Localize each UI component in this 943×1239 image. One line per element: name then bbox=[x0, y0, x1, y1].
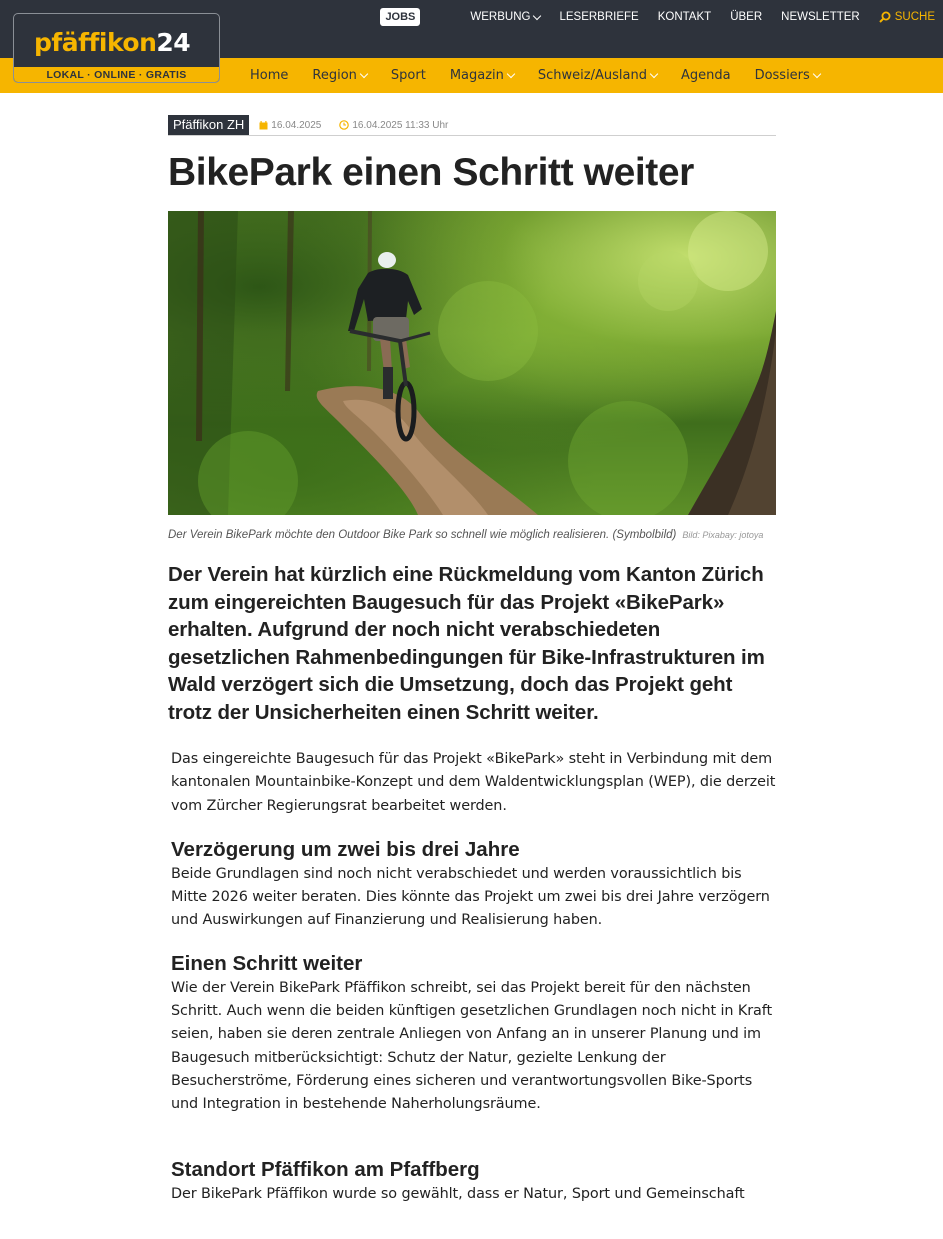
chevron-down-icon bbox=[650, 70, 658, 78]
image-credit: Bild: Pixabay: jotoya bbox=[682, 530, 764, 540]
logo-number: 24 bbox=[156, 28, 191, 57]
chevron-down-icon bbox=[813, 70, 821, 78]
top-nav-label: NEWSLETTER bbox=[781, 11, 860, 23]
updated-date bbox=[339, 120, 448, 131]
image-caption-text: Der Verein BikePark möchte den Outdoor Bike Park so schnell wie möglich realisieren. (Symbolbild) bbox=[168, 529, 677, 541]
updated-date-text: 16.04.2025 11:33 Uhr bbox=[352, 119, 449, 131]
top-nav-label: WERBUNG bbox=[470, 11, 531, 23]
logo-word: pfäffikon bbox=[34, 28, 157, 57]
main-nav-label: Dossiers bbox=[754, 68, 810, 83]
main-nav-agenda[interactable] bbox=[681, 68, 731, 83]
top-nav-kontakt[interactable] bbox=[658, 11, 711, 23]
top-nav-label: LESERBRIEFE bbox=[559, 11, 639, 23]
logo-wordmark bbox=[34, 28, 190, 57]
main-nav-label: Region bbox=[312, 68, 357, 83]
article-body bbox=[168, 748, 776, 1206]
article-title: BikePark einen Schritt weiter bbox=[168, 151, 694, 194]
search-label: SUCHE bbox=[894, 11, 935, 23]
main-nav-magazin[interactable] bbox=[450, 68, 514, 83]
main-nav-label: Schweiz/Ausland bbox=[537, 68, 647, 83]
hero-image bbox=[168, 211, 776, 515]
category-badge[interactable]: Pfäffikon ZH bbox=[168, 115, 249, 135]
top-nav-newsletter[interactable] bbox=[781, 11, 860, 23]
top-nav-leserbriefe[interactable] bbox=[559, 11, 638, 23]
intro-paragraph: Das eingereichte Baugesuch für das Projekt «BikePark» steht in Verbindung mit dem kantonalen Mountainbike-Konzept und dem Waldentwicklungsplan (WEP), die derzeit vom Zürcher Regierungsrat bearbeitet werden. bbox=[171, 751, 776, 814]
top-nav-werbung[interactable] bbox=[470, 11, 540, 23]
section-paragraph: Der BikePark Pfäffikon wurde so gewählt, dass er Natur, Sport und Gemeinschaft bbox=[171, 1185, 745, 1202]
top-nav bbox=[380, 8, 935, 26]
main-nav-label: Magazin bbox=[449, 68, 504, 83]
clock-icon bbox=[339, 120, 349, 130]
search-button[interactable] bbox=[879, 11, 935, 23]
calendar-icon bbox=[259, 121, 268, 130]
article bbox=[168, 115, 776, 1206]
search-icon bbox=[879, 11, 891, 23]
section-heading: Standort Pfäffikon am Pfaffberg bbox=[171, 1157, 480, 1181]
main-nav-label: Home bbox=[250, 68, 289, 83]
top-nav-label: ÜBER bbox=[730, 11, 763, 23]
publish-date bbox=[259, 120, 321, 131]
image-caption bbox=[168, 527, 776, 544]
article-lead: Der Verein hat kürzlich eine Rückmeldung vom Kanton Zürich zum eingereichten Baugesuch für das Projekt «BikePark» erhalten. Aufgrund der noch nicht verabschiedeten gesetzlichen Rahmenbedingungen für Bike-Infrastrukturen im Wald verzögert sich die Umsetzung, doch das Projekt geht trotz der Unsicherheiten einen Schritt weiter. bbox=[168, 563, 765, 724]
main-nav-home[interactable] bbox=[250, 68, 288, 83]
chevron-down-icon bbox=[533, 11, 541, 19]
publish-date-text: 16.04.2025 bbox=[271, 119, 322, 131]
logo-tagline: LOKAL · ONLINE · GRATIS bbox=[14, 67, 219, 83]
section-paragraph: Wie der Verein BikePark Pfäffikon schreibt, sei das Projekt bereit für den nächsten Schritt. Auch wenn die beiden künftigen gesetzlichen Grundlagen noch nicht in Kraft seien, haben sie deren zentrale Anliegen von Anfang an in unserer Planung und im Baugesuch mitberücksichtigt: Schutz der Natur, gezielte Lenkung der Besucherströme, Förderung eines sicheren und verantwortungsvollen Bike-Sports und Integration in bestehende Naherholungsräume. bbox=[171, 979, 773, 1113]
main-nav-sport[interactable] bbox=[391, 68, 426, 83]
chevron-down-icon bbox=[507, 70, 515, 78]
section-heading: Einen Schritt weiter bbox=[171, 951, 363, 975]
main-nav-label: Sport bbox=[390, 68, 426, 83]
main-nav-label: Agenda bbox=[680, 68, 731, 83]
chevron-down-icon bbox=[360, 70, 368, 78]
article-meta bbox=[168, 115, 776, 136]
jobs-button[interactable]: JOBS bbox=[380, 8, 420, 26]
site-logo[interactable] bbox=[13, 13, 220, 83]
section-heading: Verzögerung um zwei bis drei Jahre bbox=[171, 837, 520, 861]
main-nav-schweiz-ausland[interactable] bbox=[538, 68, 657, 83]
forest-trail-illustration bbox=[168, 211, 776, 515]
main-nav-region[interactable] bbox=[312, 68, 367, 83]
section-paragraph: Beide Grundlagen sind noch nicht verabschiedet und werden voraussichtlich bis Mitte 2026 weiter beraten. Dies könnte das Projekt um zwei bis drei Jahre verzögern und Auswirkungen auf Finanzierung und Realisierung haben. bbox=[171, 865, 770, 929]
top-nav-label: KONTAKT bbox=[657, 11, 712, 23]
main-nav bbox=[250, 58, 844, 93]
main-nav-dossiers[interactable] bbox=[755, 68, 820, 83]
top-nav-ueber[interactable] bbox=[730, 11, 762, 23]
